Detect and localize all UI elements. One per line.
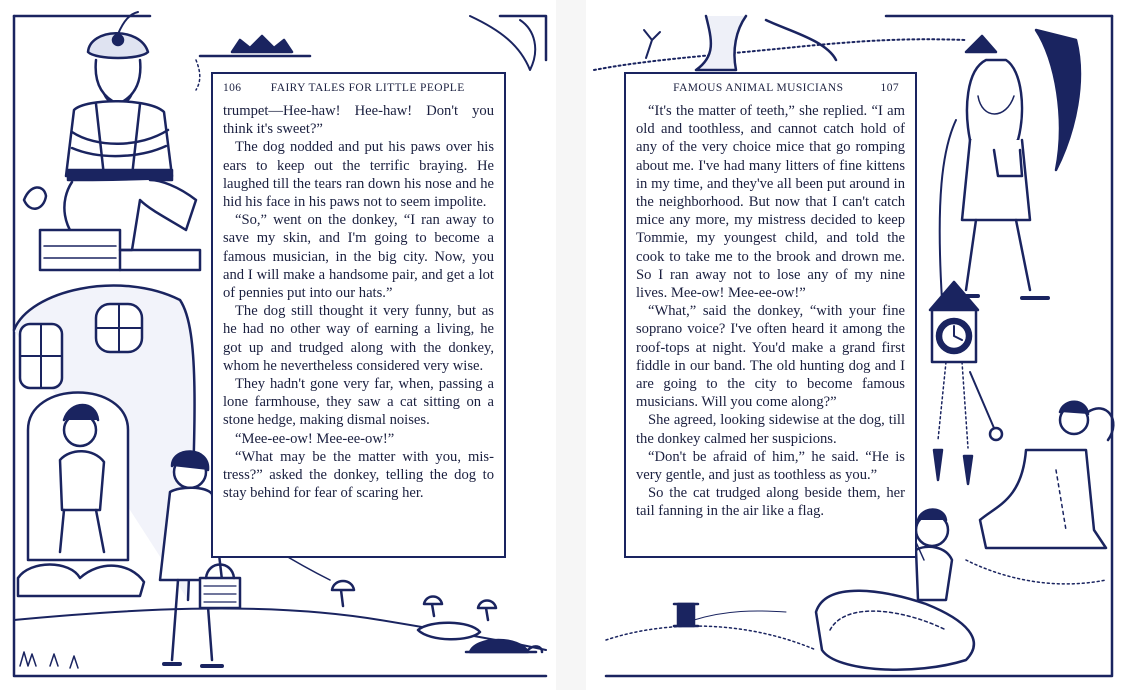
left-paragraph: “Mee-ee-ow! Mee-ee-ow!” [235,430,395,447]
right-paragraph: “Don't be afraid of him,” he said. “He is very gentle, and just as toothless as you.” [636,448,905,484]
turtle [470,640,528,652]
left-paragraph: The dog still thought it very funny, but as he had no other way of earning a living, he got up and trudged along with the donkey, whom he nevertheless considered very wise. [223,303,494,374]
right-running-head [636,82,905,94]
right-page [586,0,1126,690]
right-text-panel [624,72,917,558]
book-gutter [556,0,586,690]
left-paragraph: “So,” went on the donkey, “I ran away to save my skin, and I'm going to become a famous musician, in the big city. Now, you and I will make a handsome pair, and get a lot of pennies put into our hats.” [223,212,494,302]
left-paragraph: They hadn't gone very far, when, passing a lone farmhouse, they saw a cat sitting on a stone hedge, making dismal noises. [223,376,494,429]
tree-trunk [696,16,746,70]
left-page [0,0,556,690]
right-paragraph: She agreed, looking sidewise at the dog, till the donkey calmed her suspicions. [636,412,905,447]
left-folio: 106 [223,82,242,94]
left-running-head [223,82,494,94]
boot [980,450,1106,548]
right-body-text [636,102,905,521]
left-text-panel [211,72,506,558]
right-paragraph: “It's the matter of teeth,” she replied. “I am old and toothless, and cannot catch hold of any of the very choice mice that go romping about me. I've had many litters of fine kittens in my time, and they've all been put around in the neighborhood. But now that I can't catch mice any more, my mistress decided to keep Tommie, my youngest child, and told the cook to take me to the brook and drown me. So I ran away not to lose any of my nine lives. Mee-ow! Mee-ee-ow!” [636,103,905,302]
left-paragraph: “What may be the matter with you, mistress?” asked the donkey, telling the dog to stay behind for fear of scaring her. [223,448,494,502]
right-folio: 107 [880,82,899,94]
right-running-title: FAMOUS ANIMAL MUSICIANS [673,82,844,94]
right-paragraph: “What,” said the donkey, “with your fine soprano voice? I've often heard it among the roof-tops at night. You'd make a grand first fiddle in our band. The old hunting dog and I are going to the city to become famous musicians. Will you come along?” [636,303,905,411]
right-paragraph: So the cat trudged along beside them, her tail fanning in the air like a flag. [636,485,905,520]
left-paragraph: The dog nodded and put his paws over his ears to keep out the terrific braying. He laughed till the tears ran down his nose and he hid his face in his paws not to seem impolite. [223,139,494,211]
left-paragraph: trumpet—Hee-haw! Hee-haw! Don't you think it's sweet?” [223,103,494,138]
left-body-text [223,102,494,502]
left-running-title: FAIRY TALES FOR LITTLE PEOPLE [270,82,465,94]
